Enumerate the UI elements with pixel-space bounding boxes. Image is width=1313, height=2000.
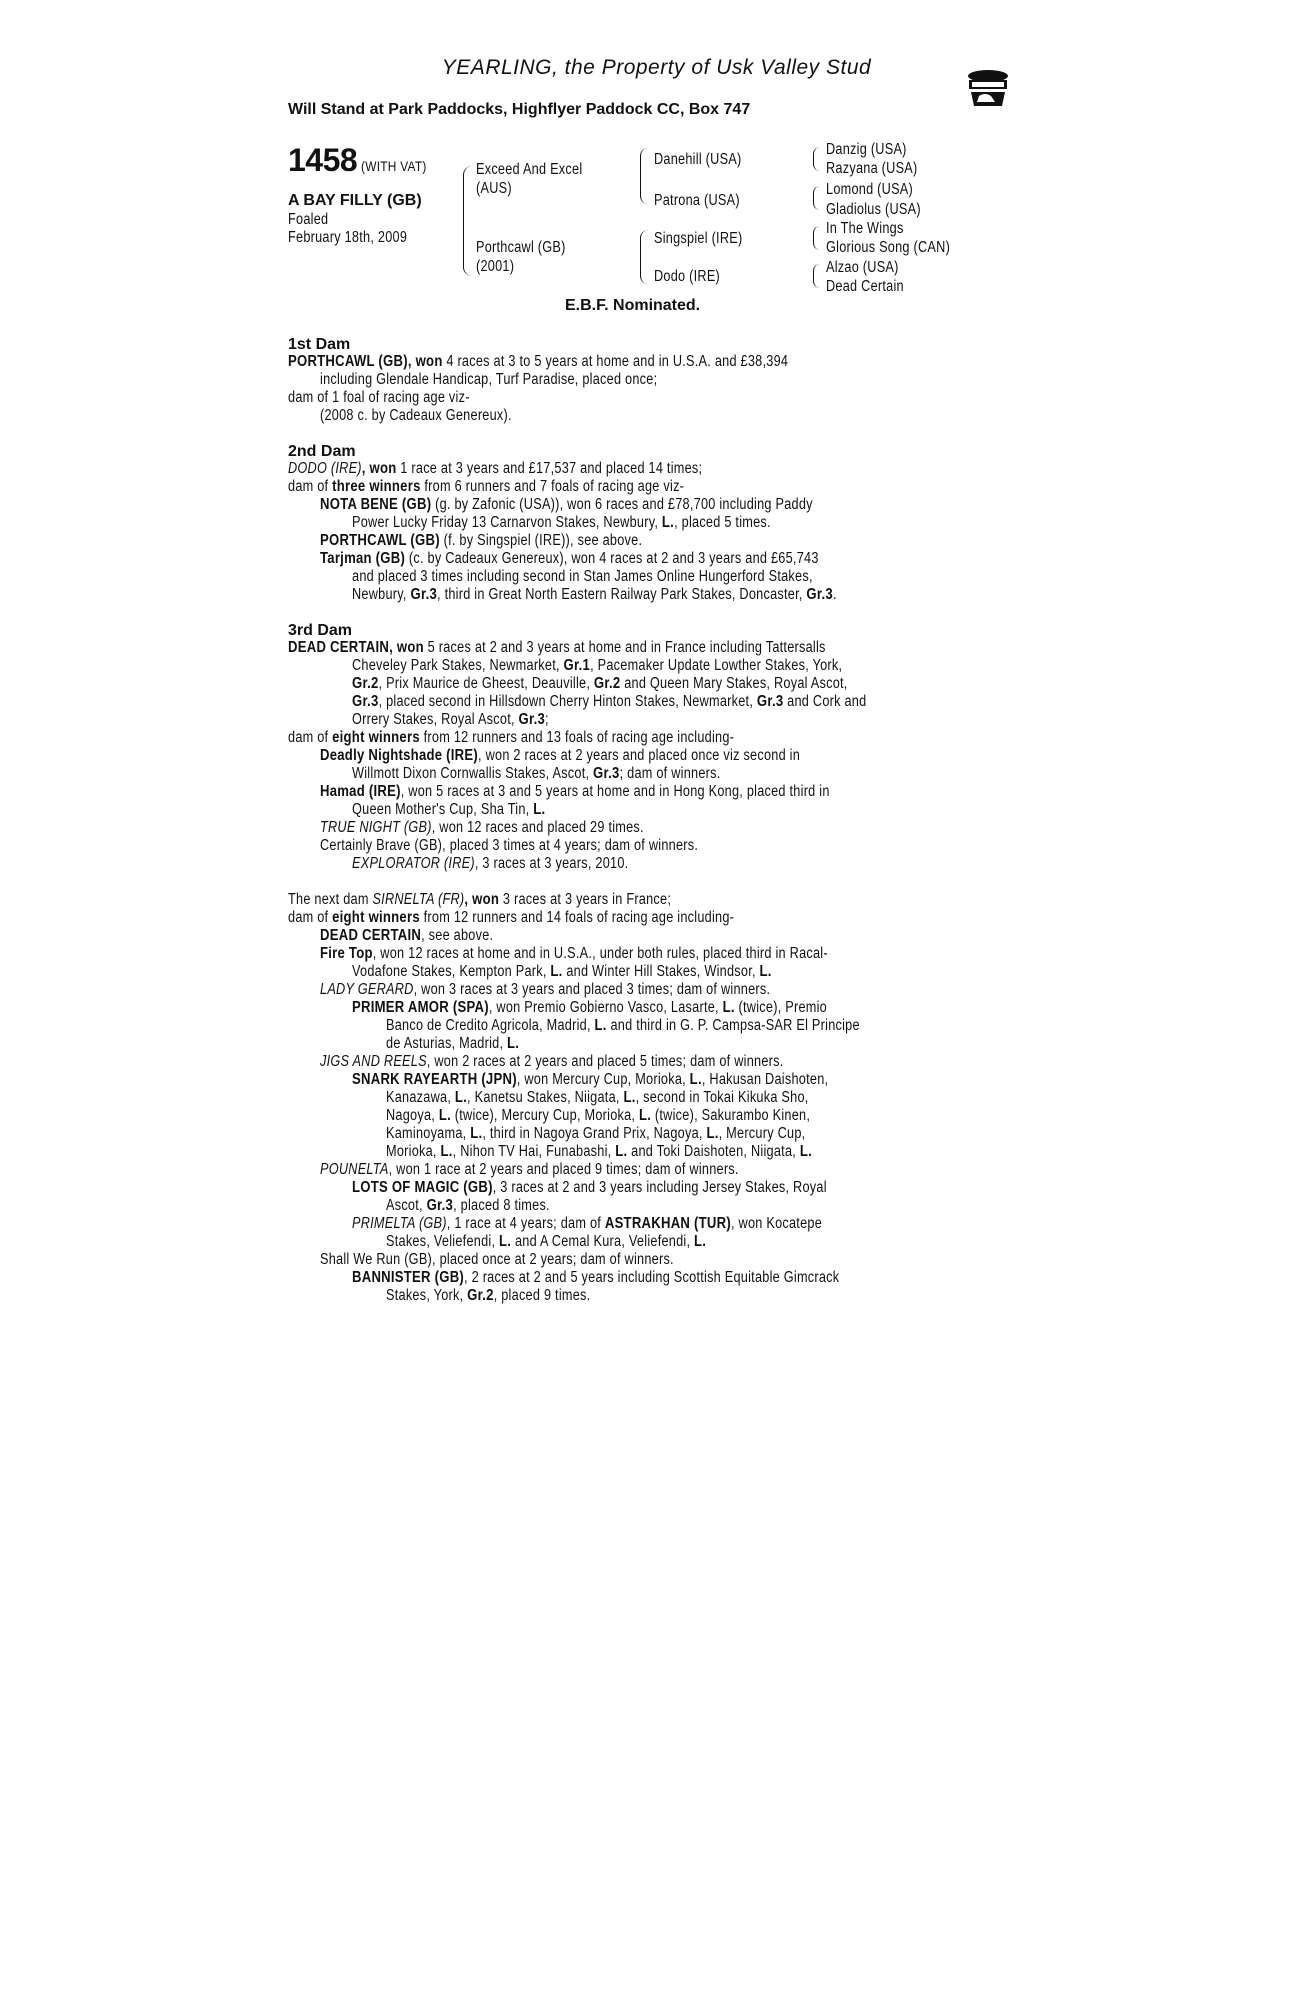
- pedigree-brace-3c: [813, 226, 820, 250]
- third-dam-heading: 3rd Dam: [288, 622, 353, 639]
- next-dam-line: DEAD CERTAIN, see above.: [320, 927, 494, 944]
- first-dam-line: PORTHCAWL (GB), won 4 races at 3 to 5 years at home and in U.S.A. and £38,394: [288, 353, 789, 370]
- pedigree-dam: Porthcawl (GB): [476, 239, 566, 256]
- next-dam-line: The next dam SIRNELTA (FR), won 3 races at 3 years in France;: [288, 891, 672, 908]
- third-dam-line: Queen Mother's Cup, Sha Tin, L.: [352, 801, 546, 818]
- pedigree-g2: Singspiel (IRE): [654, 230, 743, 247]
- third-dam-line: DEAD CERTAIN, won 5 races at 2 and 3 years at home and in France including Tattersalls: [288, 639, 826, 656]
- ebf-nominated: E.B.F. Nominated.: [565, 297, 701, 314]
- pedigree-brace-2a: [640, 148, 648, 204]
- pedigree-dam-year: (2001): [476, 258, 515, 275]
- pedigree-sire-country: (AUS): [476, 180, 512, 197]
- pedigree-g3: In The Wings: [826, 220, 904, 237]
- lot-number: 1458: [288, 142, 358, 178]
- next-dam-line: Kaminoyama, L., third in Nagoya Grand Prix, Nagoya, L., Mercury Cup,: [386, 1125, 806, 1142]
- second-dam-line: Newbury, Gr.3, third in Great North Eastern Railway Park Stakes, Doncaster, Gr.3.: [352, 586, 837, 603]
- lot-name: A BAY FILLY (GB): [288, 192, 422, 209]
- page-title: YEARLING, the Property of Usk Valley Stud: [441, 56, 872, 79]
- third-dam-line: Willmott Dixon Cornwallis Stakes, Ascot, Gr.3; dam of winners.: [352, 765, 721, 782]
- next-dam-line: Stakes, Veliefendi, L. and A Cemal Kura, Veliefendi, L.: [386, 1233, 707, 1250]
- pedigree-g3: Danzig (USA): [826, 141, 907, 158]
- pedigree-g3: Dead Certain: [826, 278, 904, 295]
- pedigree-brace-2b: [640, 230, 648, 284]
- next-dam-line: Ascot, Gr.3, placed 8 times.: [386, 1197, 550, 1214]
- next-dam-line: SNARK RAYEARTH (JPN), won Mercury Cup, Morioka, L., Hakusan Daishoten,: [352, 1071, 829, 1088]
- pedigree-g3: Gladiolus (USA): [826, 201, 921, 218]
- next-dam-line: Fire Top, won 12 races at home and in U.S.A., under both rules, placed third in Racal-: [320, 945, 828, 962]
- next-dam-line: Nagoya, L. (twice), Mercury Cup, Morioka, L. (twice), Sakurambo Kinen,: [386, 1107, 811, 1124]
- next-dam-line: Vodafone Stakes, Kempton Park, L. and Winter Hill Stakes, Windsor, L.: [352, 963, 772, 980]
- third-dam-line: Gr.3, placed second in Hillsdown Cherry Hinton Stakes, Newmarket, Gr.3 and Cork and: [352, 693, 867, 710]
- third-dam-line: dam of eight winners from 12 runners and 13 foals of racing age including-: [288, 729, 735, 746]
- pedigree-brace-3b: [813, 186, 820, 210]
- pedigree-sire: Exceed And Excel: [476, 161, 583, 178]
- next-dam-line: LOTS OF MAGIC (GB), 3 races at 2 and 3 years including Jersey Stakes, Royal: [352, 1179, 827, 1196]
- pedigree-g3: Lomond (USA): [826, 181, 914, 198]
- first-dam-heading: 1st Dam: [288, 336, 351, 353]
- next-dam-line: PRIMELTA (GB), 1 race at 4 years; dam of ASTRAKHAN (TUR), won Kocatepe: [352, 1215, 823, 1232]
- pedigree-g3: Glorious Song (CAN): [826, 239, 951, 256]
- first-dam-line: dam of 1 foal of racing age viz-: [288, 389, 470, 406]
- next-dam-line: BANNISTER (GB), 2 races at 2 and 5 years including Scottish Equitable Gimcrack: [352, 1269, 840, 1286]
- pedigree-brace-3a: [813, 147, 820, 171]
- third-dam-line: Deadly Nightshade (IRE), won 2 races at 2 years and placed once viz second in: [320, 747, 801, 764]
- next-dam-line: Stakes, York, Gr.2, placed 9 times.: [386, 1287, 591, 1304]
- next-dam-line: PRIMER AMOR (SPA), won Premio Gobierno Vasco, Lasarte, L. (twice), Premio: [352, 999, 827, 1016]
- third-dam-line: TRUE NIGHT (GB), won 12 races and placed 29 times.: [320, 819, 644, 836]
- tattersalls-logo-icon: [963, 66, 1013, 112]
- pedigree-g2: Patrona (USA): [654, 192, 740, 209]
- foaled-label: Foaled: [288, 211, 329, 228]
- next-dam-line: dam of eight winners from 12 runners and 14 foals of racing age including-: [288, 909, 735, 926]
- lot-header: [288, 142, 438, 179]
- next-dam-line: LADY GERARD, won 3 races at 3 years and placed 3 times; dam of winners.: [320, 981, 771, 998]
- pedigree-g3: Alzao (USA): [826, 259, 899, 276]
- next-dam-line: POUNELTA, won 1 race at 2 years and placed 9 times; dam of winners.: [320, 1161, 739, 1178]
- vat-note: (WITH VAT): [361, 158, 427, 174]
- third-dam-line: Cheveley Park Stakes, Newmarket, Gr.1, Pacemaker Update Lowther Stakes, York,: [352, 657, 843, 674]
- pedigree-g3: Razyana (USA): [826, 160, 918, 177]
- third-dam-line: Gr.2, Prix Maurice de Gheest, Deauville, Gr.2 and Queen Mary Stakes, Royal Ascot,: [352, 675, 848, 692]
- pedigree-g2: Danehill (USA): [654, 151, 742, 168]
- third-dam-line: Orrery Stakes, Royal Ascot, Gr.3;: [352, 711, 549, 728]
- pedigree-g2: Dodo (IRE): [654, 268, 721, 285]
- foaled-date: February 18th, 2009: [288, 229, 408, 246]
- next-dam-line: Banco de Credito Agricola, Madrid, L. and third in G. P. Campsa-SAR El Principe: [386, 1017, 860, 1034]
- third-dam-line: Hamad (IRE), won 5 races at 3 and 5 years at home and in Hong Kong, placed third in: [320, 783, 830, 800]
- next-dam-line: Morioka, L., Nihon TV Hai, Funabashi, L. and Toki Daishoten, Niigata, L.: [386, 1143, 812, 1160]
- second-dam-line: PORTHCAWL (GB) (f. by Singspiel (IRE)), see above.: [320, 532, 643, 549]
- third-dam-line: EXPLORATOR (IRE), 3 races at 3 years, 2010.: [352, 855, 629, 872]
- second-dam-line: Tarjman (GB) (c. by Cadeaux Genereux), won 4 races at 2 and 3 years and £65,743: [320, 550, 819, 567]
- pedigree-brace-3d: [813, 264, 820, 288]
- second-dam-line: DODO (IRE), won 1 race at 3 years and £17,537 and placed 14 times;: [288, 460, 703, 477]
- pedigree-brace-1: [463, 166, 472, 276]
- first-dam-line: (2008 c. by Cadeaux Genereux).: [320, 407, 512, 424]
- second-dam-line: and placed 3 times including second in Stan James Online Hungerford Stakes,: [352, 568, 813, 585]
- second-dam-line: Power Lucky Friday 13 Carnarvon Stakes, Newbury, L., placed 5 times.: [352, 514, 771, 531]
- next-dam-line: Kanazawa, L., Kanetsu Stakes, Niigata, L., second in Tokai Kikuka Sho,: [386, 1089, 809, 1106]
- next-dam-line: JIGS AND REELS, won 2 races at 2 years and placed 5 times; dam of winners.: [320, 1053, 784, 1070]
- third-dam-line: Certainly Brave (GB), placed 3 times at 4 years; dam of winners.: [320, 837, 699, 854]
- next-dam-line: de Asturias, Madrid, L.: [386, 1035, 520, 1052]
- next-dam-line: Shall We Run (GB), placed once at 2 years; dam of winners.: [320, 1251, 674, 1268]
- second-dam-heading: 2nd Dam: [288, 443, 356, 460]
- second-dam-line: dam of three winners from 6 runners and 7 foals of racing age viz-: [288, 478, 685, 495]
- stand-location: Will Stand at Park Paddocks, Highflyer Paddock CC, Box 747: [288, 101, 751, 118]
- first-dam-line: including Glendale Handicap, Turf Paradise, placed once;: [320, 371, 658, 388]
- second-dam-line: NOTA BENE (GB) (g. by Zafonic (USA)), won 6 races and £78,700 including Paddy: [320, 496, 813, 513]
